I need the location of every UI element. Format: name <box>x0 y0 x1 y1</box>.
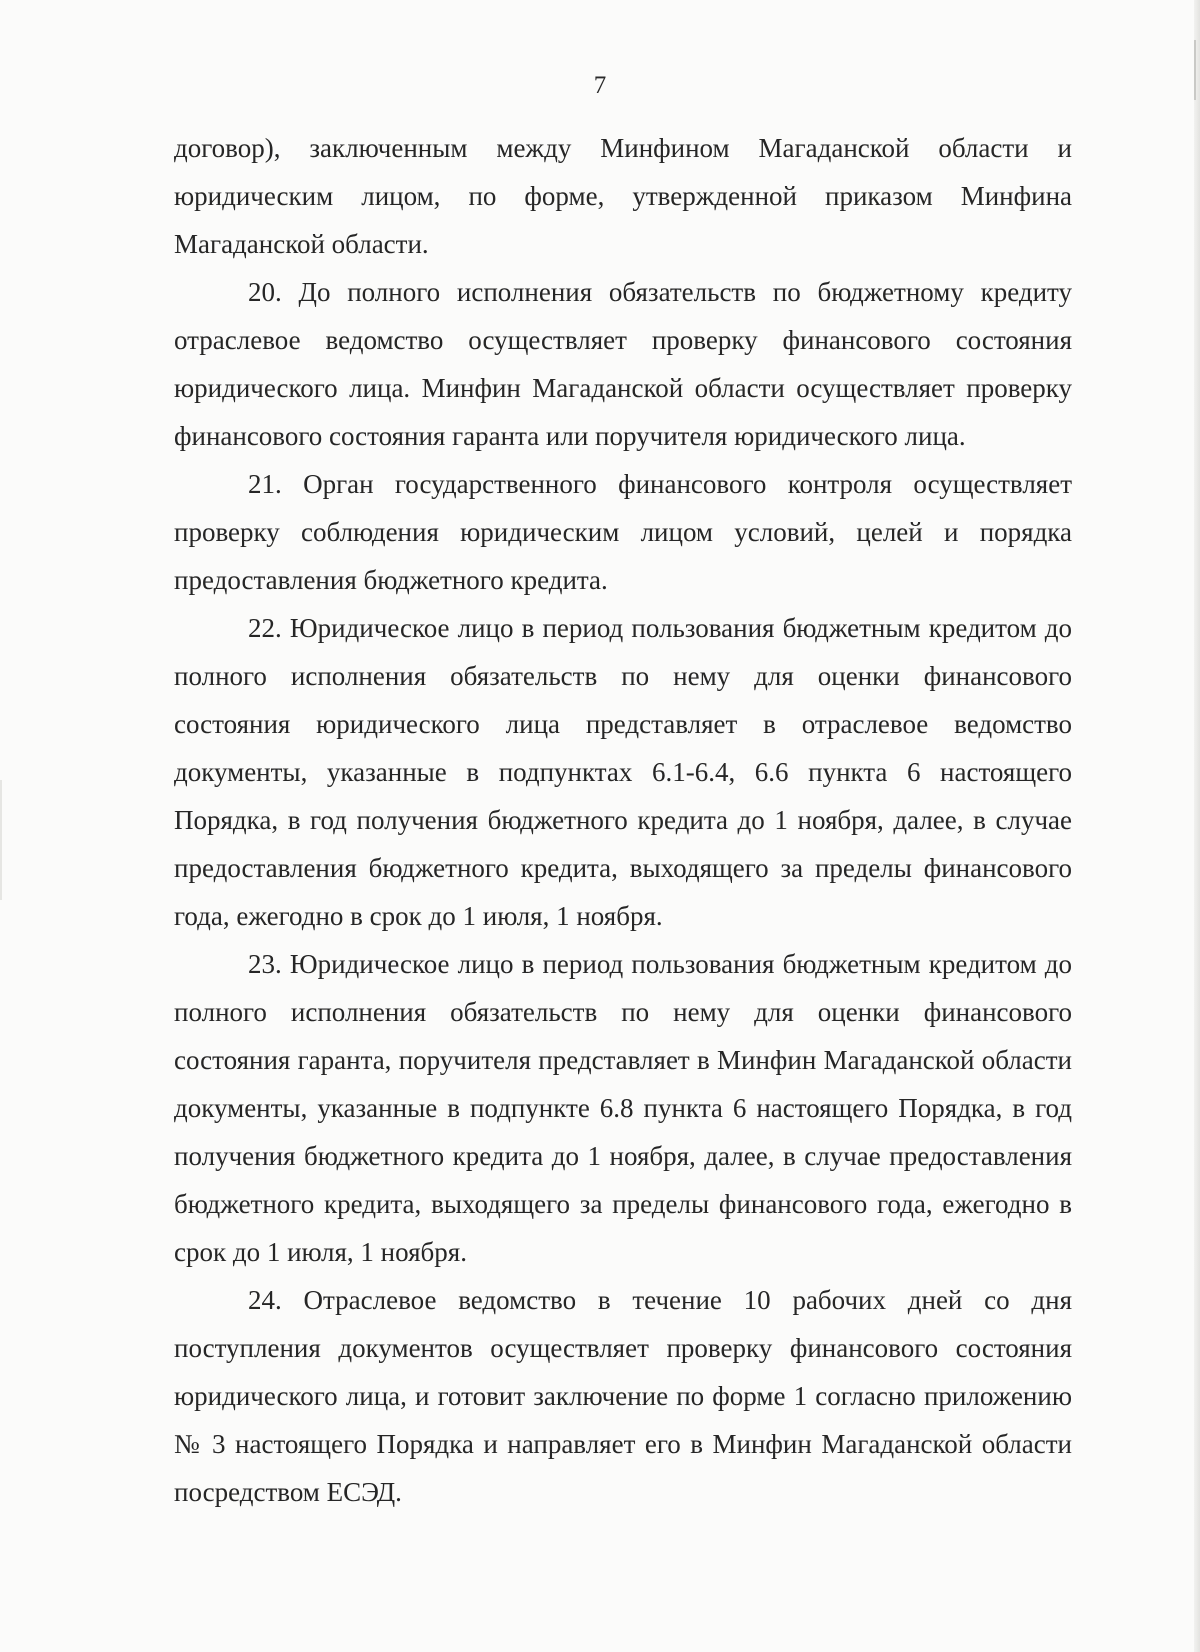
page-number: 7 <box>593 72 607 99</box>
paragraph-item-23: 23. Юридическое лицо в период пользования бюджетным кредитом до полного исполнения обязательств по нему для оценки финансового состояния гаранта, поручителя представляет в Минфин Магаданской области документы, указанные в подпункте 6.8 пункта 6 настоящего Порядка, в год получения бюджетного кредита до 1 ноября, далее, в случае предоставления бюджетного кредита, выходящего за пределы финансового года, ежегодно в срок до 1 июля, 1 ноября. <box>174 949 1072 1267</box>
paragraph-continuation: договор), заключенным между Минфином Магаданской области и юридическим лицом, по форме, утвержденной приказом Минфина Магаданской области. <box>174 133 1072 259</box>
paragraph-item-22: 22. Юридическое лицо в период пользования бюджетным кредитом до полного исполнения обязательств по нему для оценки финансового состояния юридического лица представляет в отраслевое ведомство документы, указанные в подпунктах 6.1-6.4, 6.6 пункта 6 настоящего Порядка, в год получения бюджетного кредита до 1 ноября, далее, в случае предоставления бюджетного кредита, выходящего за пределы финансового года, ежегодно в срок до 1 июля, 1 ноября. <box>174 613 1072 931</box>
body-text <box>174 124 1072 1516</box>
paragraph-item-24: 24. Отраслевое ведомство в течение 10 рабочих дней со дня поступления документов осуществляет проверку финансового состояния юридического лица, и готовит заключение по форме 1 согласно приложению № 3 настоящего Порядка и направляет его в Минфин Магаданской области посредством ЕСЭД. <box>174 1285 1072 1507</box>
scan-edge <box>1194 0 1200 1652</box>
scan-mark <box>0 780 2 900</box>
paragraph-item-20: 20. До полного исполнения обязательств по бюджетному кредиту отраслевое ведомство осуществляет проверку финансового состояния юридического лица. Минфин Магаданской области осуществляет проверку финансового состояния гаранта или поручителя юридического лица. <box>174 277 1072 451</box>
paragraph-item-21: 21. Орган государственного финансового контроля осуществляет проверку соблюдения юридическим лицом условий, целей и порядка предоставления бюджетного кредита. <box>174 469 1072 595</box>
